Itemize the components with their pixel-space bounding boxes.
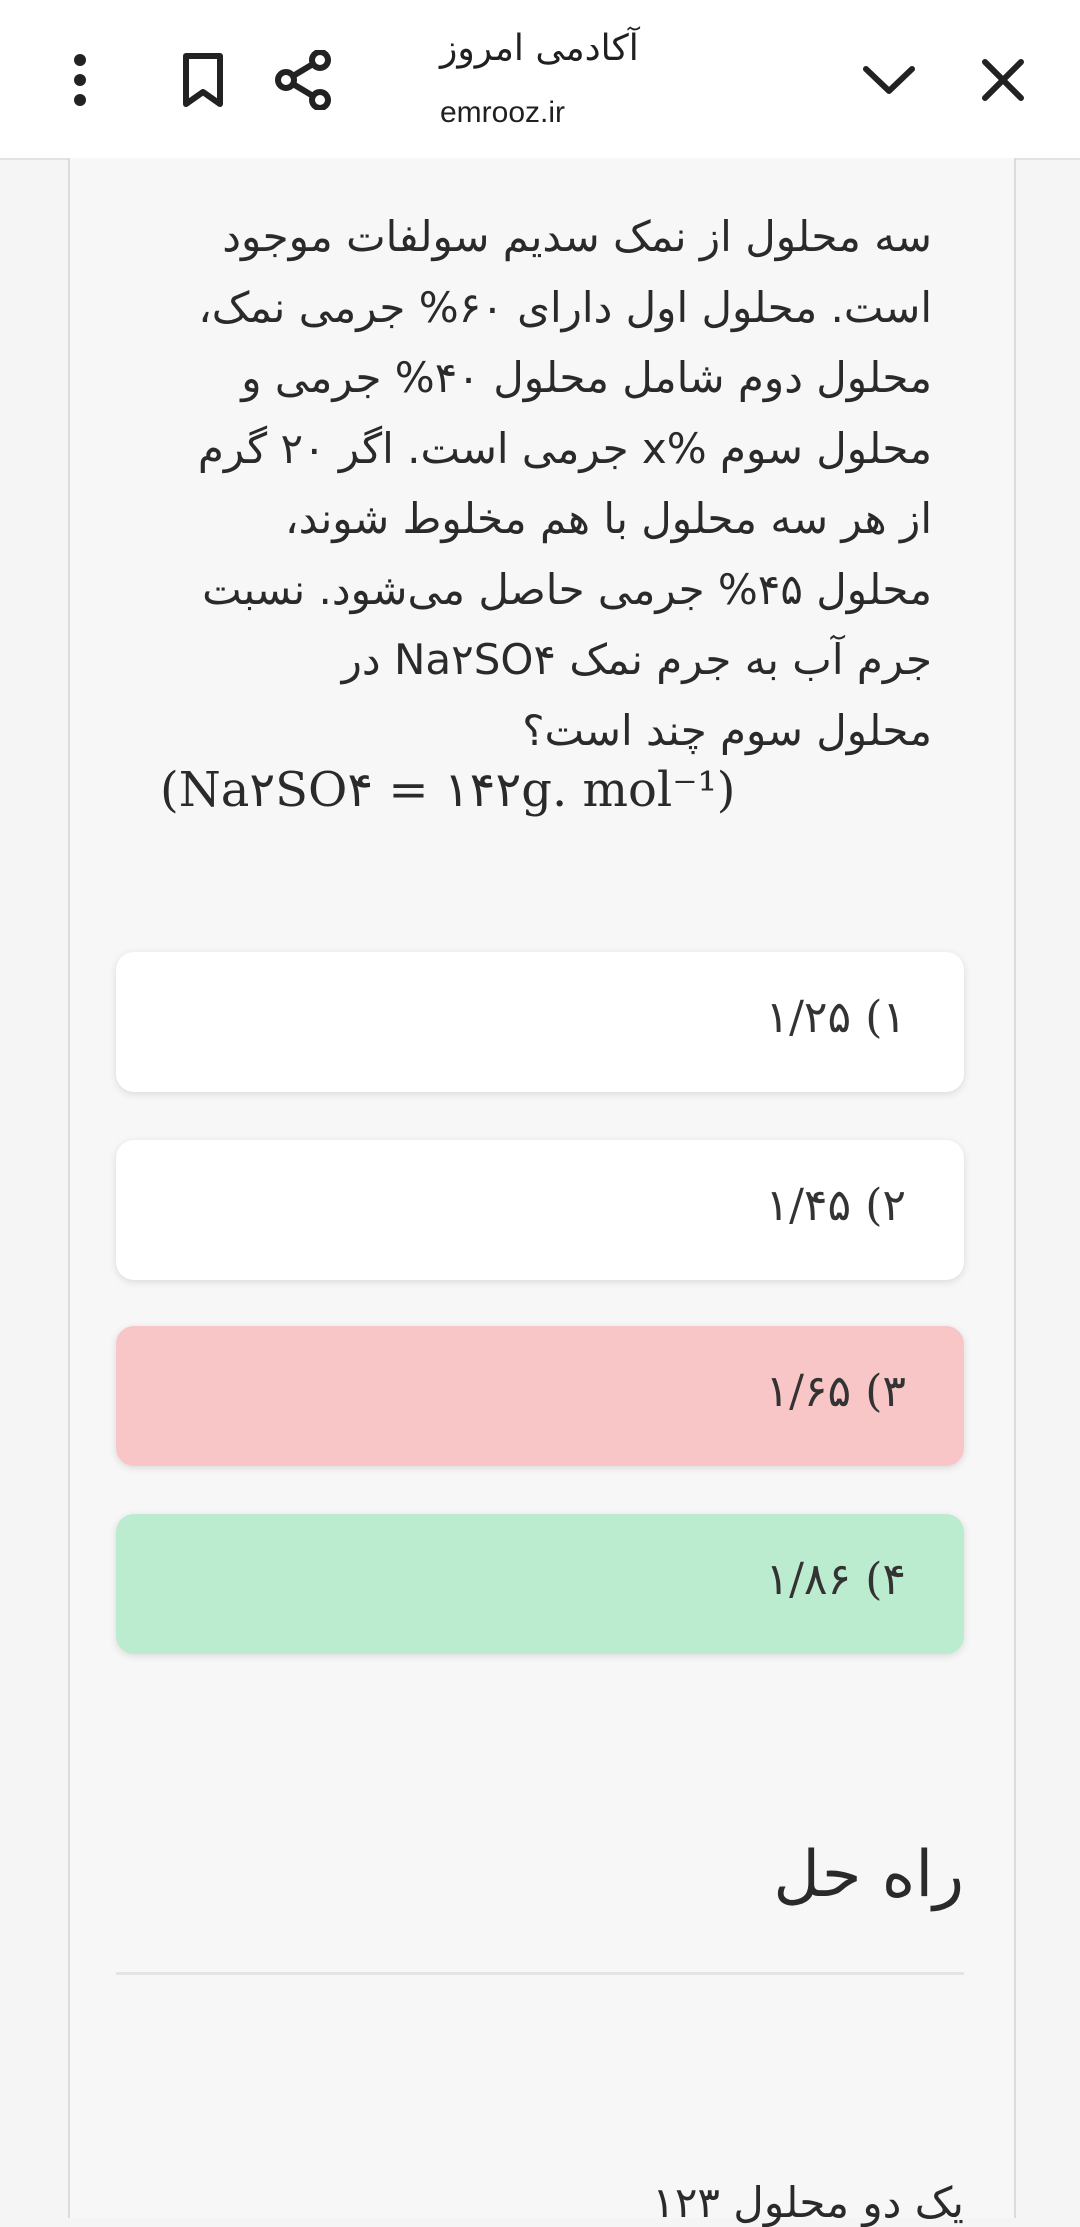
question-text	[160, 202, 932, 766]
site-title: آکادمی امروز	[440, 28, 639, 69]
site-url: emrooz.ir	[440, 96, 566, 129]
answer-option-1[interactable]	[116, 952, 964, 1092]
question-line: محلول ۴۵% جرمی حاصل می‌شود. نسبت	[202, 564, 932, 614]
option-label: ۱) ۱/۲۵	[765, 992, 906, 1043]
more-vert-icon[interactable]	[48, 44, 112, 116]
solution-text: یک دو محلول ۱۲۳	[652, 2178, 964, 2227]
question-line: محلول دوم شامل محلول ۴۰% جرمی و	[241, 353, 932, 402]
option-label: ۲) ۱/۴۵	[765, 1180, 906, 1231]
divider	[116, 1972, 964, 1975]
question-line: محلول سوم چند است؟	[522, 705, 932, 755]
app-bar	[0, 0, 1080, 160]
answer-option-4-correct[interactable]	[116, 1514, 964, 1654]
question-line: محلول سوم %x جرمی است. اگر ۲۰ گرم	[197, 423, 932, 473]
share-icon[interactable]	[266, 42, 340, 118]
option-label: ۴) ۱/۸۶	[765, 1554, 906, 1605]
molar-mass-formula: (Na۲SO۴ = ۱۴۲g. mol⁻¹)	[160, 762, 736, 818]
question-line: از هر سه محلول با هم مخلوط شوند،	[285, 494, 932, 543]
question-line: است. محلول اول دارای ۶۰% جرمی نمک،	[198, 282, 932, 332]
question-line: جرم آب به جرم نمک Na۲SO۴ در	[341, 635, 932, 684]
question-line: سه محلول از نمک سدیم سولفات موجود	[222, 212, 932, 261]
answer-option-2[interactable]	[116, 1140, 964, 1280]
option-label: ۳) ۱/۶۵	[765, 1366, 906, 1417]
chevron-down-icon[interactable]	[856, 44, 922, 116]
solution-heading: راه حل	[773, 1838, 964, 1912]
bookmark-icon[interactable]	[170, 44, 236, 116]
answer-option-3-wrong[interactable]	[116, 1326, 964, 1466]
close-icon[interactable]	[970, 44, 1036, 116]
